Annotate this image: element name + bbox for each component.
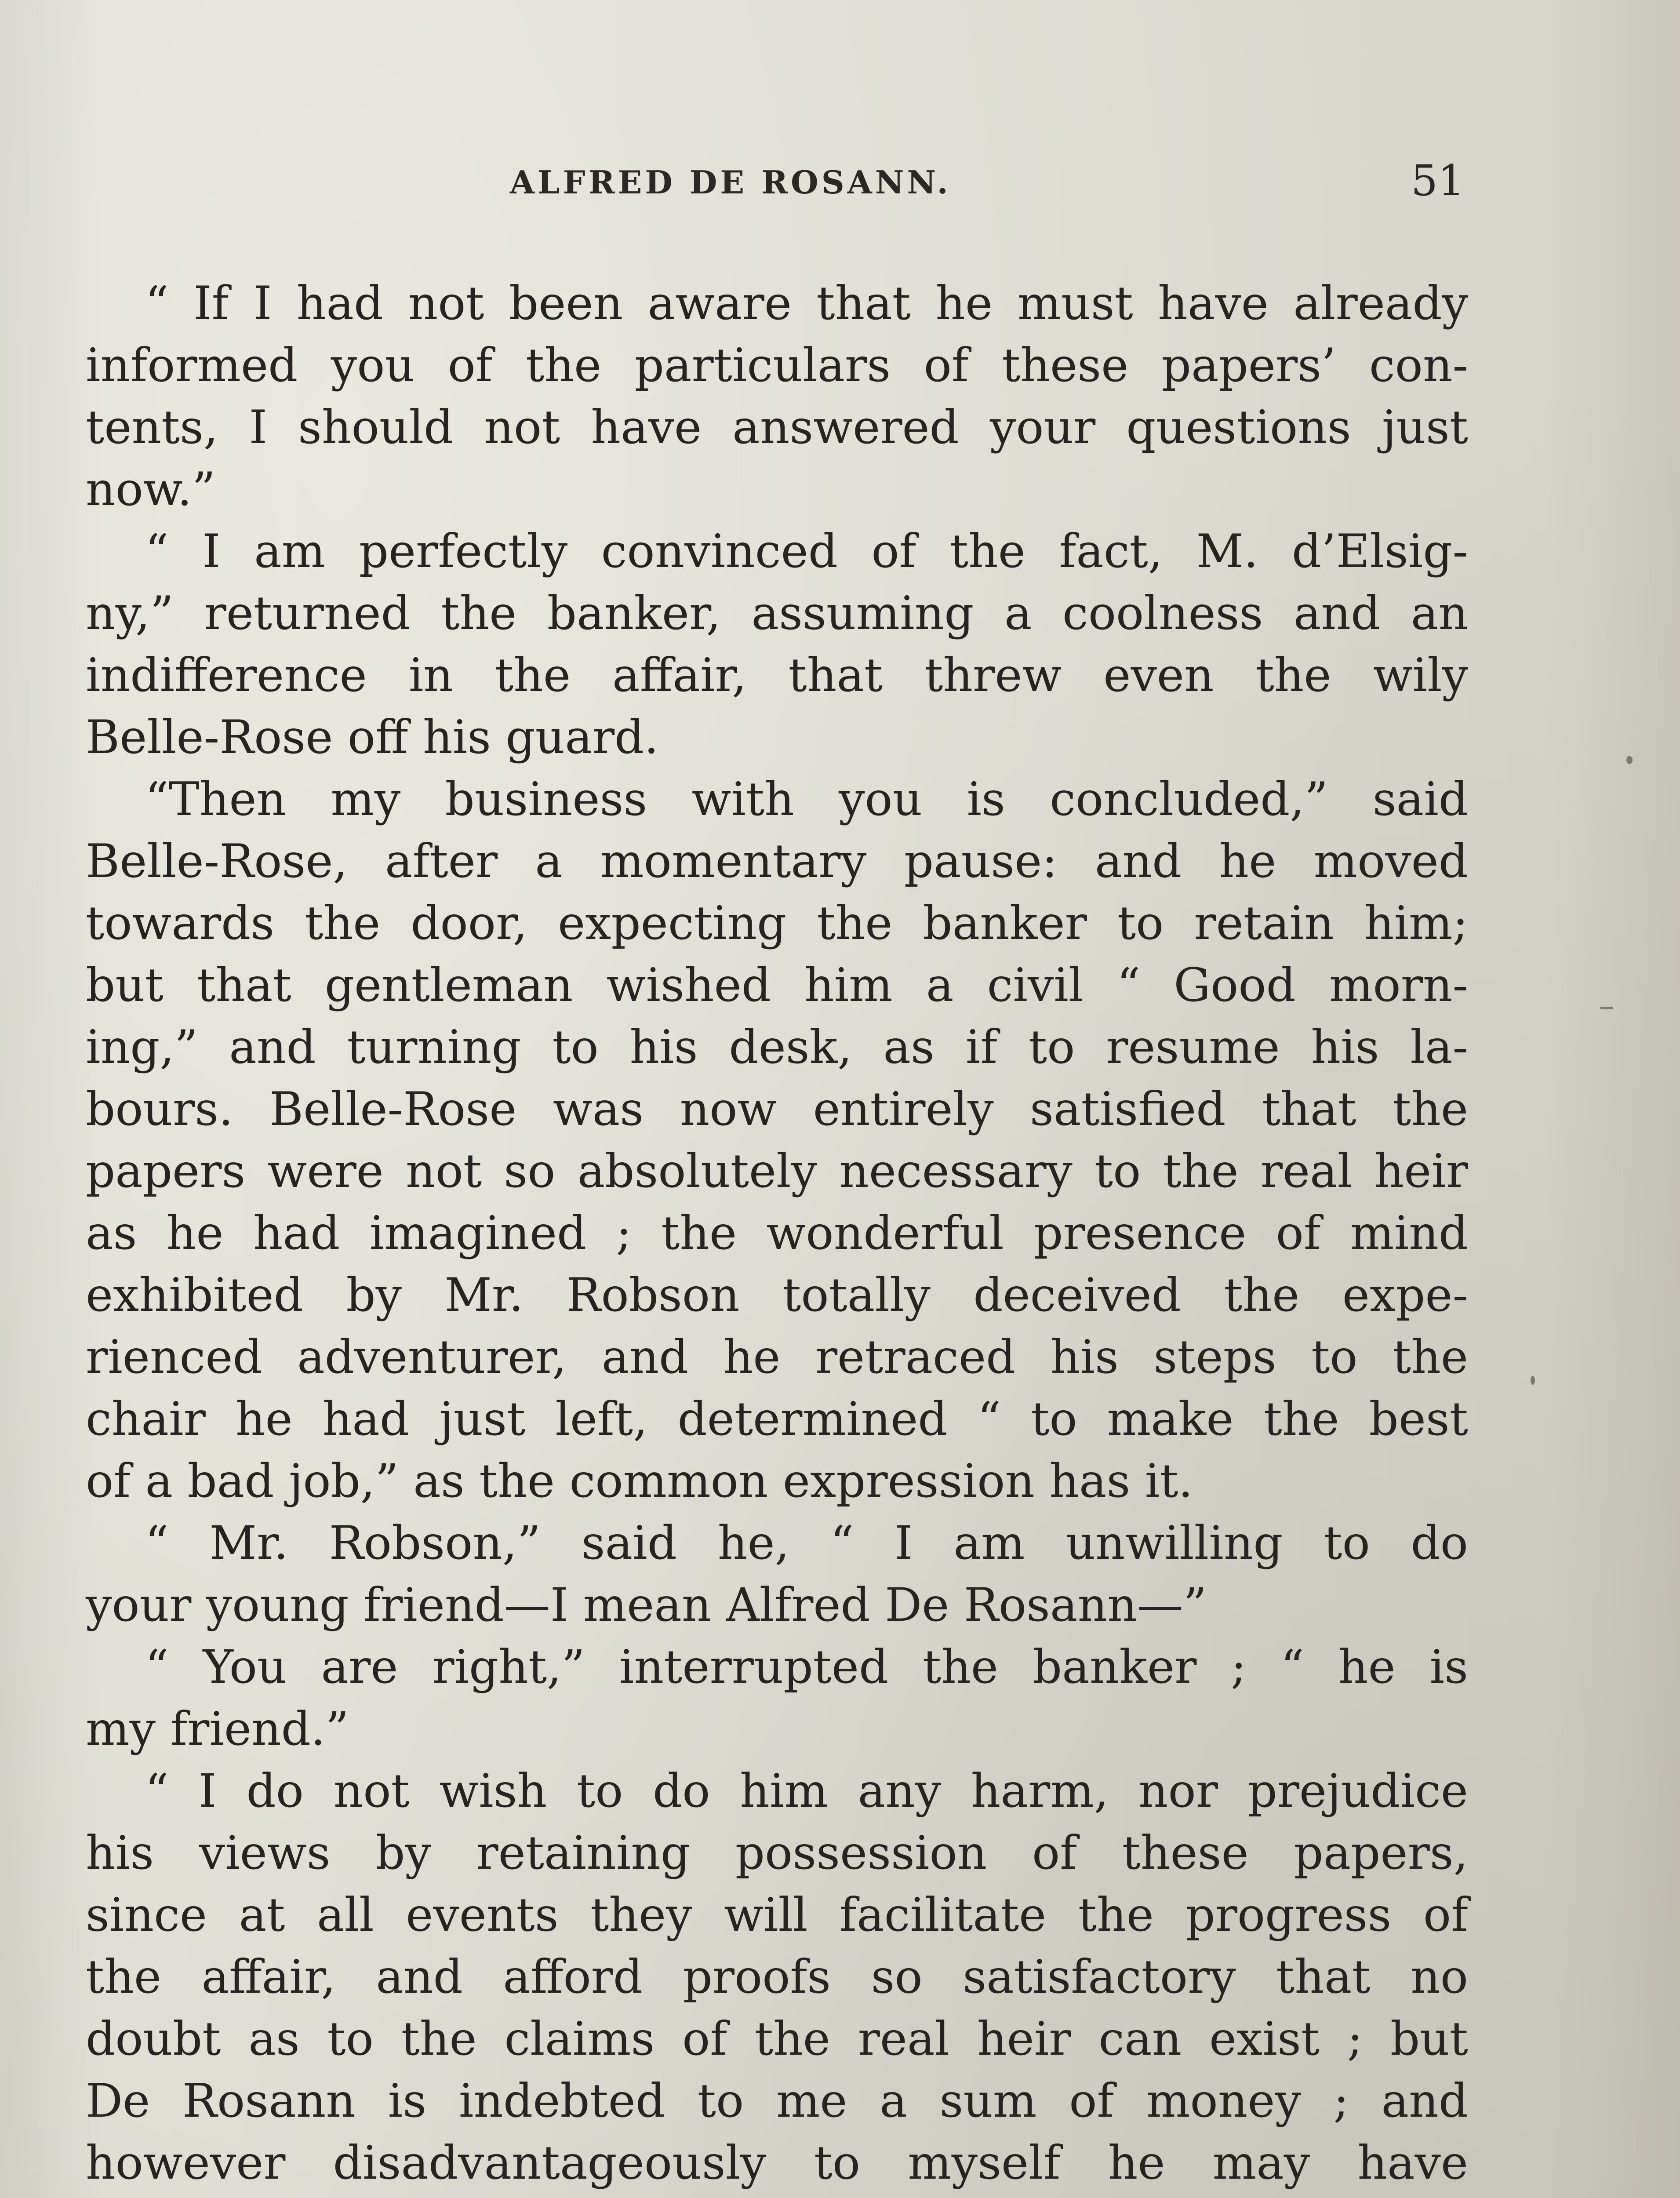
text-line [86, 2194, 1468, 2198]
text-line: bours. Belle-Rose was now entirely satisfied that the [86, 1082, 1468, 1136]
text-line: papers were not so absolutely necessary to the real heir [86, 1144, 1468, 1198]
text-line: “ I am perfectly convinced of the fact, M. d’Elsig- [145, 524, 1468, 578]
text-line: De Rosann is indebted to me a sum of money ; and [86, 2074, 1468, 2128]
text-line: Belle-Rose off his guard. [86, 710, 659, 764]
text-line: “ If I had not been aware that he must have already [145, 277, 1468, 330]
text-line: rienced adventurer, and he retraced his steps to the [86, 1330, 1468, 1384]
text-line: Belle-Rose, after a momentary pause: and he moved [86, 834, 1468, 888]
paper-speck [1600, 1007, 1613, 1009]
running-head-title: ALFRED DE ROSANN. [510, 164, 951, 201]
text-line: “ Mr. Robson,” said he, “ I am unwilling to do [145, 1516, 1468, 1570]
text-line: of a bad job,” as the common expression has it. [86, 1454, 1193, 1508]
text-line: ny,” returned the banker, assuming a coolness and an [86, 586, 1468, 640]
text-line: his views by retaining possession of these papers, [86, 1826, 1468, 1880]
text-line: “ You are right,” interrupted the banker ; “ he is [145, 1640, 1468, 1694]
text-line: tents, I should not have answered your questions just [86, 400, 1468, 454]
text-line: indifference in the affair, that threw even the wily [86, 648, 1468, 702]
text-line: towards the door, expecting the banker to retain him; [86, 896, 1468, 950]
text-line: as he had imagined ; the wonderful presence of mind [86, 1206, 1468, 1260]
text-line: your young friend—I mean Alfred De Rosann—” [86, 1578, 1207, 1632]
text-line: doubt as to the claims of the real heir can exist ; but [86, 2012, 1468, 2066]
body-text [86, 273, 1468, 2198]
text-line: “ I do not wish to do him any harm, nor prejudice [145, 1764, 1468, 1818]
page-number: 51 [1411, 156, 1465, 205]
paper-speck [1626, 756, 1633, 764]
text-line: now.” [86, 462, 216, 516]
text-line: my friend.” [86, 1702, 349, 1756]
text-line: chair he had just left, determined “ to make the best [86, 1392, 1468, 1446]
text-line: the affair, and afford proofs so satisfactory that no [86, 1950, 1468, 2004]
text-line: “Then my business with you is concluded,” said [145, 772, 1468, 826]
paper-speck [1531, 1376, 1535, 1385]
text-line: however disadvantageously to myself he may have [86, 2136, 1468, 2190]
text-line: exhibited by Mr. Robson totally deceived the expe- [86, 1268, 1468, 1322]
text-line: since at all events they will facilitate the progress of [86, 1888, 1468, 1942]
text-line: informed you of the particulars of these papers’ con- [86, 338, 1468, 392]
text-line: but that gentleman wished him a civil “ Good morn- [86, 958, 1468, 1012]
text-line: ing,” and turning to his desk, as if to resume his la- [86, 1020, 1468, 1074]
